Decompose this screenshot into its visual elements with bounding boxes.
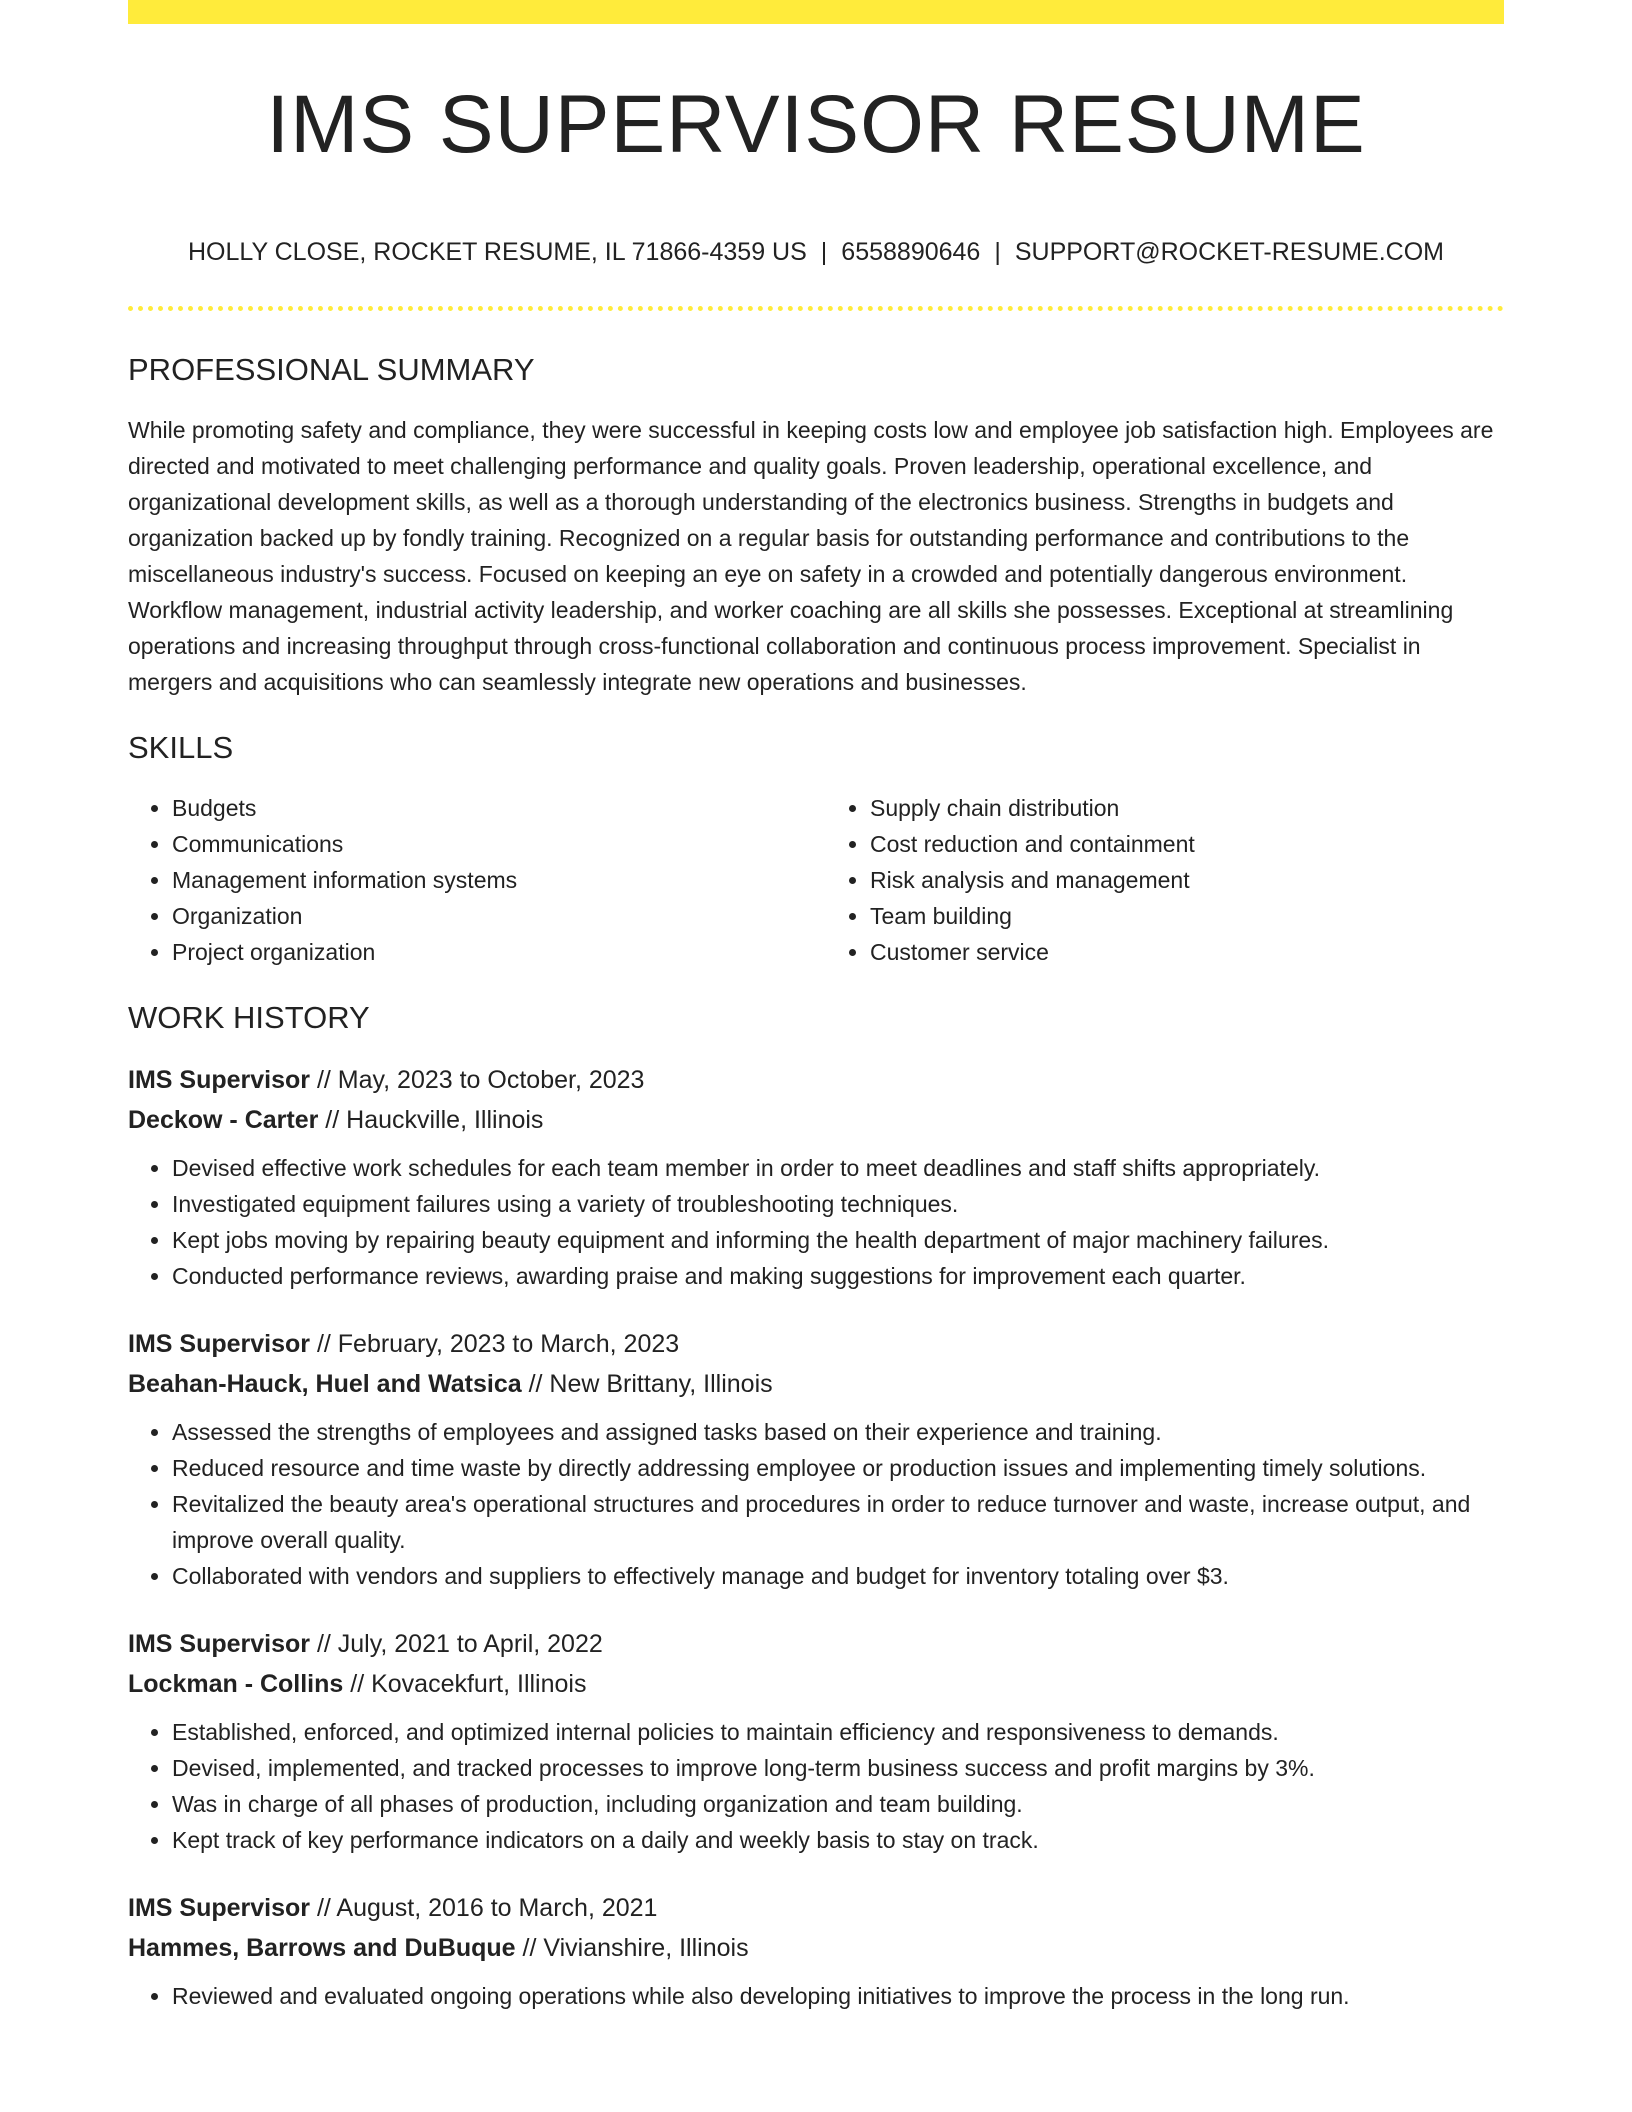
header-divider <box>128 306 1504 311</box>
job-bullet: • Reviewed and evaluated ongoing operations while also developing initiatives to improve the process in the long run. <box>172 1978 1504 2014</box>
job-bullet: • Devised effective work schedules for each team member in order to meet deadlines and staff shifts appropriately. <box>172 1150 1504 1186</box>
contact-address: HOLLY CLOSE, ROCKET RESUME, IL 71866-4359 US <box>188 238 807 266</box>
job-title-line <box>128 1888 1504 1928</box>
job-company-line <box>128 1364 1504 1404</box>
contact-separator: | <box>820 238 828 266</box>
work-history-section <box>128 1000 1504 2014</box>
skill-item: • Team building <box>870 898 1504 934</box>
contact-separator: | <box>994 238 1001 266</box>
summary-text: While promoting safety and compliance, they were successful in keeping costs low and employee job satisfaction high. Employees are directed and motivated to meet challenging performance and quality goals. Proven leadership, operational excellence, and organizational development skills, as well as a thorough understanding of the electronics business. Strengths in budgets and organization backed up by fondly training. Recognized on a regular basis for outstanding performance and contributions to the miscellaneous industry's success. Focused on keeping an eye on safety in a crowded and potentially dangerous environment. Workflow management, industrial activity leadership, and worker coaching are all skills she possesses. Exceptional at streamlining operations and increasing throughput through cross-functional collaboration and continuous process improvement. Specialist in mergers and acquisitions who can seamlessly integrate new operations and businesses. <box>128 417 1494 695</box>
job-bullet: • Was in charge of all phases of production, including organization and team building. <box>172 1786 1504 1822</box>
job-company: Lockman - Collins <box>128 1670 344 1698</box>
job-company-line <box>128 1100 1504 1140</box>
contact-email: SUPPORT@ROCKET-RESUME.COM <box>1014 238 1444 266</box>
job-location: // Vivianshire, Illinois <box>515 1934 749 1962</box>
job-bullet: • Kept track of key performance indicators on a daily and weekly basis to stay on track. <box>172 1822 1504 1858</box>
job-dates: // August, 2016 to March, 2021 <box>310 1894 658 1922</box>
skill-item: • Customer service <box>870 934 1504 970</box>
job-company-line <box>128 1928 1504 1968</box>
job-location: // New Brittany, Illinois <box>521 1370 773 1398</box>
job-company: Hammes, Barrows and DuBuque <box>128 1934 516 1962</box>
job-title: IMS Supervisor <box>128 1894 310 1922</box>
skill-item: • Project organization <box>172 934 806 970</box>
contact-phone: 6558890646 <box>841 238 981 266</box>
skills-list-right <box>826 790 1504 970</box>
skill-item: • Risk analysis and management <box>870 862 1504 898</box>
job-bullets <box>128 1978 1504 2014</box>
skills-heading: SKILLS <box>128 730 234 765</box>
job-bullet: • Collaborated with vendors and suppliers to effectively manage and budget for inventory totaling over $3. <box>172 1558 1504 1594</box>
job-company: Deckow - Carter <box>128 1106 319 1134</box>
job-bullets <box>128 1714 1504 1858</box>
job-bullet: • Assessed the strengths of employees and assigned tasks based on their experience and training. <box>172 1414 1504 1450</box>
job-bullets <box>128 1150 1504 1294</box>
job-entry <box>128 1624 1504 1858</box>
job-entry <box>128 1324 1504 1594</box>
job-bullet: • Devised, implemented, and tracked processes to improve long-term business success and profit margins by 3%. <box>172 1750 1504 1786</box>
job-entry <box>128 1888 1504 2014</box>
job-title-line <box>128 1060 1504 1100</box>
job-bullet: • Revitalized the beauty area's operational structures and procedures in order to reduce turnover and waste, increase output, and improve overall quality. <box>172 1486 1504 1558</box>
job-bullet: • Reduced resource and time waste by directly addressing employee or production issues and implementing timely solutions. <box>172 1450 1504 1486</box>
job-bullet: • Kept jobs moving by repairing beauty equipment and informing the health department of major machinery failures. <box>172 1222 1504 1258</box>
resume-body <box>128 352 1504 2044</box>
job-dates: // May, 2023 to October, 2023 <box>310 1066 645 1094</box>
job-bullet: • Investigated equipment failures using a variety of troubleshooting techniques. <box>172 1186 1504 1222</box>
skill-item: • Supply chain distribution <box>870 790 1504 826</box>
contact-line <box>128 238 1504 267</box>
skills-list-left <box>128 790 806 970</box>
skill-item: • Communications <box>172 826 806 862</box>
job-title: IMS Supervisor <box>128 1630 310 1658</box>
skill-item: • Budgets <box>172 790 806 826</box>
job-bullet: • Conducted performance reviews, awarding praise and making suggestions for improvement each quarter. <box>172 1258 1504 1294</box>
job-location: // Hauckville, Illinois <box>318 1106 544 1134</box>
skills-grid <box>128 790 1504 970</box>
job-entry <box>128 1060 1504 1294</box>
resume-title: IMS SUPERVISOR RESUME <box>266 79 1366 170</box>
job-location: // Kovacekfurt, Illinois <box>343 1670 587 1698</box>
job-bullets <box>128 1414 1504 1594</box>
work-history-heading: WORK HISTORY <box>128 1000 370 1035</box>
job-company: Beahan-Hauck, Huel and Watsica <box>128 1370 522 1398</box>
skills-section <box>128 730 1504 970</box>
skill-item: • Organization <box>172 898 806 934</box>
job-title-line <box>128 1324 1504 1364</box>
job-bullet: • Established, enforced, and optimized internal policies to maintain efficiency and responsiveness to demands. <box>172 1714 1504 1750</box>
accent-top-bar <box>128 0 1504 24</box>
job-dates: // February, 2023 to March, 2023 <box>310 1330 680 1358</box>
professional-summary-section <box>128 352 1504 700</box>
job-company-line <box>128 1664 1504 1704</box>
job-dates: // July, 2021 to April, 2022 <box>310 1630 603 1658</box>
summary-heading: PROFESSIONAL SUMMARY <box>128 352 535 387</box>
skill-item: • Management information systems <box>172 862 806 898</box>
job-title: IMS Supervisor <box>128 1066 310 1094</box>
job-title: IMS Supervisor <box>128 1330 310 1358</box>
job-title-line <box>128 1624 1504 1664</box>
skill-item: • Cost reduction and containment <box>870 826 1504 862</box>
